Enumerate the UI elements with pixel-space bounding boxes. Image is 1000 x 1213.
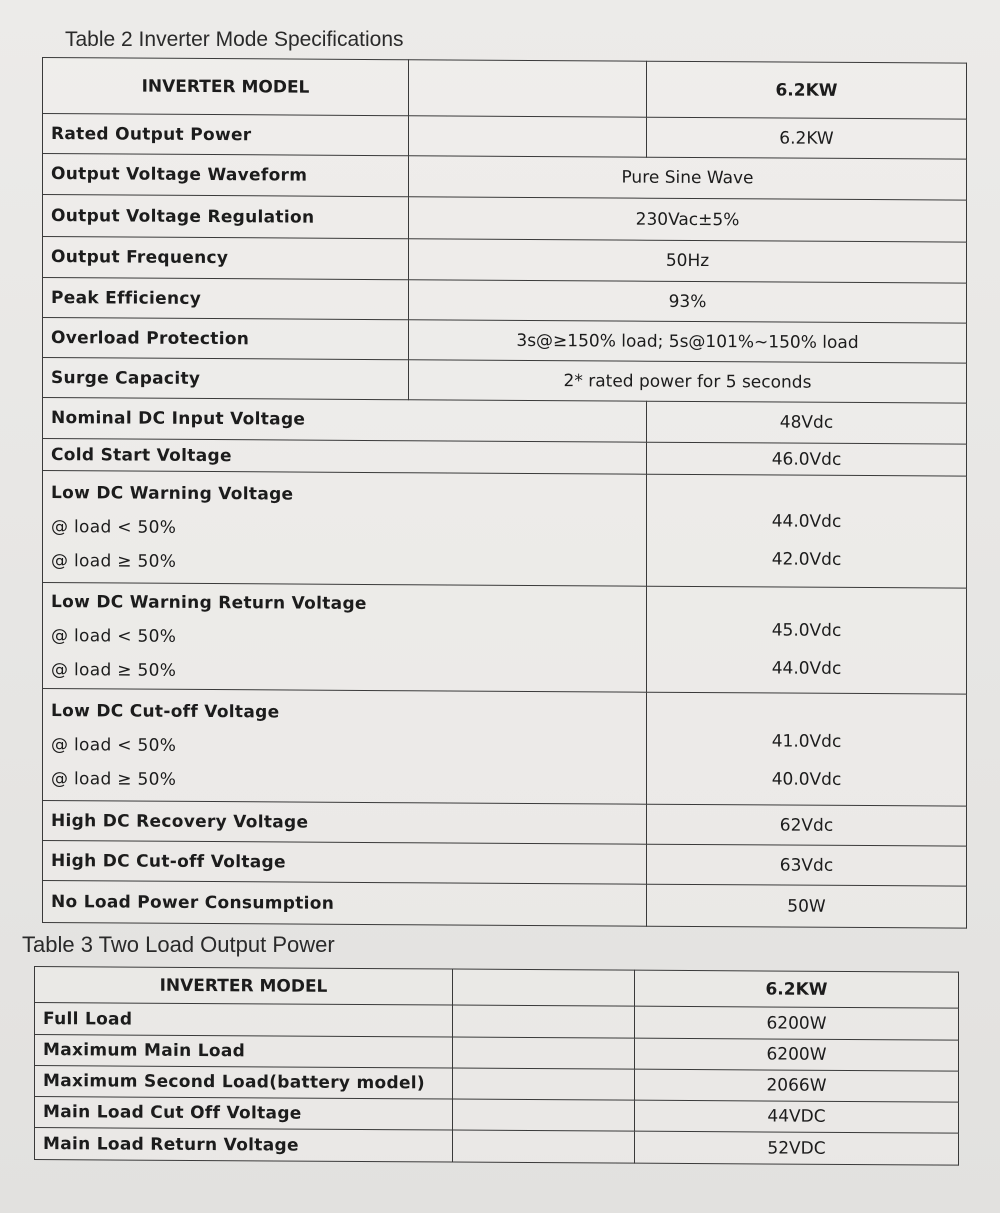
table-row xyxy=(43,583,967,695)
row-sublabel: @ load < 50% xyxy=(51,625,177,647)
rated-output-power-value: 6.2KW xyxy=(647,117,967,159)
row-label: Maximum Main Load xyxy=(35,1035,453,1069)
inverter-model-value: 6.2KW xyxy=(635,970,959,1008)
row-value: 50W xyxy=(647,884,967,928)
table-row xyxy=(43,278,967,324)
row-value: 50Hz xyxy=(409,239,967,283)
empty-cell xyxy=(409,116,647,157)
row-sublabel: @ load < 50% xyxy=(51,734,177,756)
inverter-mode-specifications-table xyxy=(42,57,967,929)
row-sublabel: @ load ≥ 50% xyxy=(51,659,177,681)
multi-row-values xyxy=(647,474,967,588)
table-row xyxy=(43,689,967,807)
row-value: 6200W xyxy=(635,1006,959,1040)
row-sublabel: @ load ≥ 50% xyxy=(51,768,177,790)
row-label: High DC Cut-off Voltage xyxy=(43,841,647,885)
inverter-model-value: 6.2KW xyxy=(647,61,967,119)
row-value: 2066W xyxy=(635,1069,959,1102)
row-label: Low DC Warning Return Voltage xyxy=(51,591,367,614)
row-value: 3s@≥150% load; 5s@101%~150% load xyxy=(409,320,967,363)
row-value: 46.0Vdc xyxy=(647,442,967,476)
row-label: Peak Efficiency xyxy=(43,278,409,320)
table-row xyxy=(43,318,967,364)
multi-row-values xyxy=(647,692,967,806)
table-row xyxy=(43,358,967,404)
row-label: Nominal DC Input Voltage xyxy=(43,398,647,443)
row-value: 93% xyxy=(409,280,967,323)
table-row xyxy=(43,195,967,243)
row-label: Main Load Return Voltage xyxy=(35,1128,453,1163)
table-row xyxy=(43,881,967,929)
row-value: 42.0Vdc xyxy=(771,548,842,570)
row-label: Output Voltage Waveform xyxy=(43,154,409,197)
table-row xyxy=(43,841,967,887)
row-label: Main Load Cut Off Voltage xyxy=(35,1097,453,1131)
row-label: Cold Start Voltage xyxy=(43,439,647,475)
table-row xyxy=(35,967,959,1009)
row-value: 44.0Vdc xyxy=(771,657,842,679)
row-value: 40.0Vdc xyxy=(771,768,842,790)
row-value: 44.0Vdc xyxy=(771,510,842,532)
multi-row-labels xyxy=(43,689,647,805)
row-label: Low DC Cut-off Voltage xyxy=(51,700,280,722)
empty-cell xyxy=(453,969,635,1006)
empty-cell xyxy=(453,1037,635,1069)
row-value: 63Vdc xyxy=(647,844,967,886)
rated-output-power-label: Rated Output Power xyxy=(43,114,409,156)
multi-row-labels xyxy=(43,471,647,587)
multi-row-labels xyxy=(43,583,647,693)
multi-row-values xyxy=(647,586,967,694)
row-value: 45.0Vdc xyxy=(771,619,842,641)
row-value: Pure Sine Wave xyxy=(409,156,967,200)
empty-cell xyxy=(409,60,647,117)
table-row xyxy=(35,1128,959,1166)
table-row xyxy=(43,154,967,201)
row-value: 6200W xyxy=(635,1038,959,1071)
row-label: Surge Capacity xyxy=(43,358,409,400)
row-label: Output Voltage Regulation xyxy=(43,195,409,239)
inverter-model-label: INVERTER MODEL xyxy=(35,967,453,1006)
table-row xyxy=(43,398,967,445)
row-label: No Load Power Consumption xyxy=(43,881,647,927)
empty-cell xyxy=(453,1099,635,1131)
row-sublabel: @ load < 50% xyxy=(51,516,177,538)
row-value: 2* rated power for 5 seconds xyxy=(409,360,967,403)
row-label: Low DC Warning Voltage xyxy=(51,482,294,505)
row-value: 230Vac±5% xyxy=(409,197,967,242)
empty-cell xyxy=(453,1005,635,1038)
table3-caption: Table 3 Two Load Output Power xyxy=(22,932,335,957)
empty-cell xyxy=(453,1068,635,1100)
row-value: 62Vdc xyxy=(647,804,967,846)
table-row xyxy=(43,801,967,847)
row-value: 48Vdc xyxy=(647,401,967,444)
row-label: Full Load xyxy=(35,1003,453,1038)
row-label: Overload Protection xyxy=(43,318,409,360)
row-value: 52VDC xyxy=(635,1131,959,1165)
table-row xyxy=(43,114,967,160)
row-label: Output Frequency xyxy=(43,237,409,280)
row-label: Maximum Second Load(battery model) xyxy=(35,1066,453,1100)
table-row xyxy=(43,471,967,589)
two-load-output-power-table xyxy=(34,966,959,1166)
inverter-model-label: INVERTER MODEL xyxy=(43,58,409,116)
row-value: 44VDC xyxy=(635,1100,959,1133)
row-label: High DC Recovery Voltage xyxy=(43,801,647,845)
row-sublabel: @ load ≥ 50% xyxy=(51,550,177,572)
table-row xyxy=(43,237,967,284)
table2-caption: Table 2 Inverter Mode Specifications xyxy=(65,28,404,51)
empty-cell xyxy=(453,1130,635,1163)
table-row xyxy=(43,58,967,120)
row-value: 41.0Vdc xyxy=(771,730,842,752)
